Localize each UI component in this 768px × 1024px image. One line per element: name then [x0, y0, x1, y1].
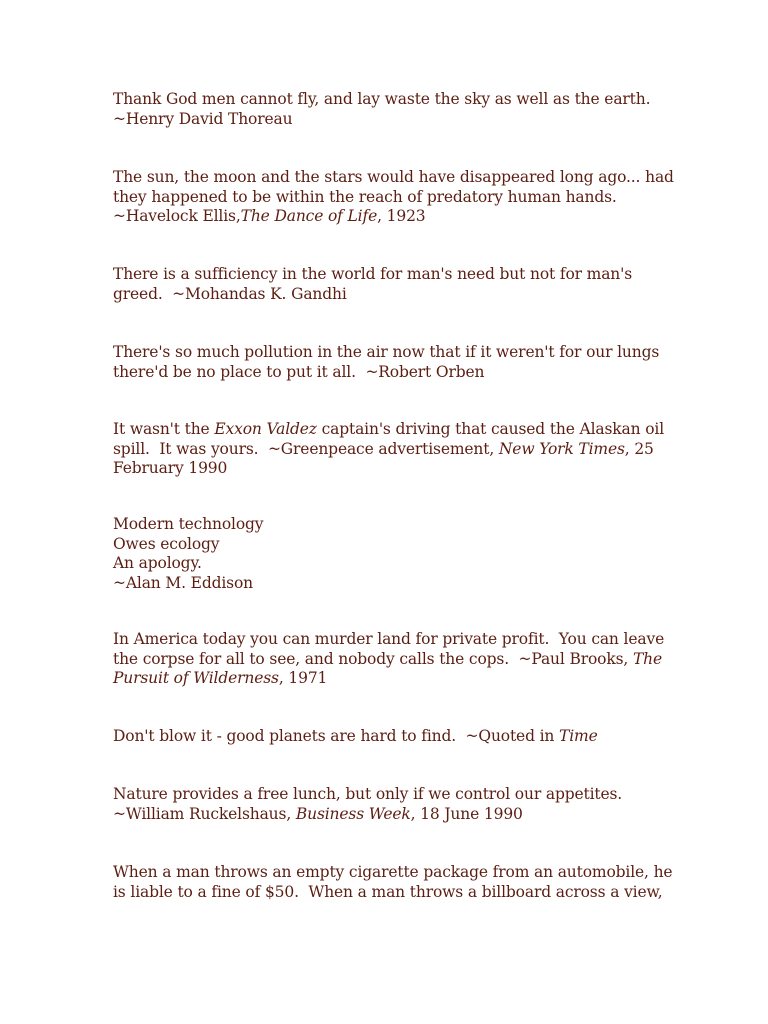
quote-text: ~William Ruckelshaus,: [113, 804, 296, 823]
quote-block: [113, 727, 673, 747]
quote-line: [113, 785, 673, 805]
quote-text: An apology.: [113, 554, 202, 573]
quote-line: [113, 440, 673, 460]
italic-title-text: The: [632, 649, 662, 668]
quote-text: ~Havelock Ellis,: [113, 207, 241, 226]
quote-line: [113, 343, 673, 363]
quote-line: [113, 207, 673, 227]
quote-text: When a man throws an empty cigarette package from an automobile, he: [113, 863, 673, 881]
quote-text: In America today you can murder land for private profit. You can leave: [113, 630, 665, 648]
quote-block: [113, 265, 673, 304]
quote-line: [113, 554, 673, 574]
quote-block: [113, 863, 673, 902]
quote-text: , 18 June 1990: [410, 804, 523, 823]
quote-line: [113, 805, 673, 825]
quote-line: [113, 574, 673, 594]
quote-line: [113, 188, 673, 208]
quote-text: is liable to a fine of $50. When a man throws a billboard across a view,: [113, 882, 663, 901]
quote-text: Owes ecology: [113, 534, 220, 553]
quote-text: February 1990: [113, 459, 228, 478]
italic-title-text: Time: [559, 727, 598, 745]
quote-line: [113, 535, 673, 555]
quote-text: , 1923: [377, 207, 426, 226]
quote-line: [113, 515, 673, 535]
quote-text: , 1971: [278, 669, 328, 688]
quote-line: [113, 883, 673, 903]
quote-line: [113, 265, 673, 285]
quote-block: [113, 90, 673, 129]
quote-text: ~Alan M. Eddison: [113, 573, 253, 592]
quote-line: [113, 420, 673, 440]
quote-text: There's so much pollution in the air now that if it weren't for our lungs: [113, 343, 660, 361]
quote-block: [113, 343, 673, 382]
quote-text: Don't blow it - good planets are hard to find. ~Quoted in: [113, 727, 560, 745]
quote-line: [113, 630, 673, 650]
quote-text: captain's driving that caused the Alaskan oil: [316, 420, 665, 438]
quote-line: [113, 110, 673, 130]
quote-line: [113, 168, 673, 188]
quote-line: [113, 669, 673, 689]
italic-title-text: New York Times: [498, 439, 625, 458]
italic-title-text: Business Week: [295, 804, 411, 823]
quote-text: the corpse for all to see, and nobody calls the cops. ~Paul Brooks,: [113, 649, 633, 668]
italic-title-text: Pursuit of Wilderness: [113, 669, 279, 688]
quote-text: , 25: [624, 439, 654, 458]
quote-line: [113, 90, 673, 110]
quote-text: they happened to be within the reach of predatory human hands.: [113, 187, 617, 206]
quote-line: [113, 285, 673, 305]
italic-title-text: Exxon Valdez: [214, 420, 317, 438]
quote-text: spill. It was yours. ~Greenpeace advertisement,: [113, 439, 499, 458]
quote-block: [113, 630, 673, 689]
quote-text: It wasn't the: [113, 420, 215, 438]
quote-line: [113, 727, 673, 747]
quote-text: Modern technology: [113, 515, 264, 533]
quote-text: Thank God men cannot fly, and lay waste the sky as well as the earth.: [113, 90, 651, 108]
quote-line: [113, 363, 673, 383]
quote-line: [113, 459, 673, 479]
quote-text: greed. ~Mohandas K. Gandhi: [113, 284, 347, 303]
quote-line: [113, 650, 673, 670]
quote-text: Nature provides a free lunch, but only if we control our appetites.: [113, 785, 623, 803]
quote-line: [113, 863, 673, 883]
quote-block: [113, 785, 673, 824]
quote-text: ~Henry David Thoreau: [113, 109, 293, 128]
quote-block: [113, 168, 673, 227]
quote-text: There is a sufficiency in the world for man's need but not for man's: [113, 265, 633, 283]
quote-text: there'd be no place to put it all. ~Robert Orben: [113, 362, 485, 381]
quote-text: The sun, the moon and the stars would have disappeared long ago... had: [113, 168, 674, 186]
italic-title-text: The Dance of Life: [240, 207, 378, 226]
quote-block: [113, 420, 673, 479]
quote-block: [113, 515, 673, 593]
